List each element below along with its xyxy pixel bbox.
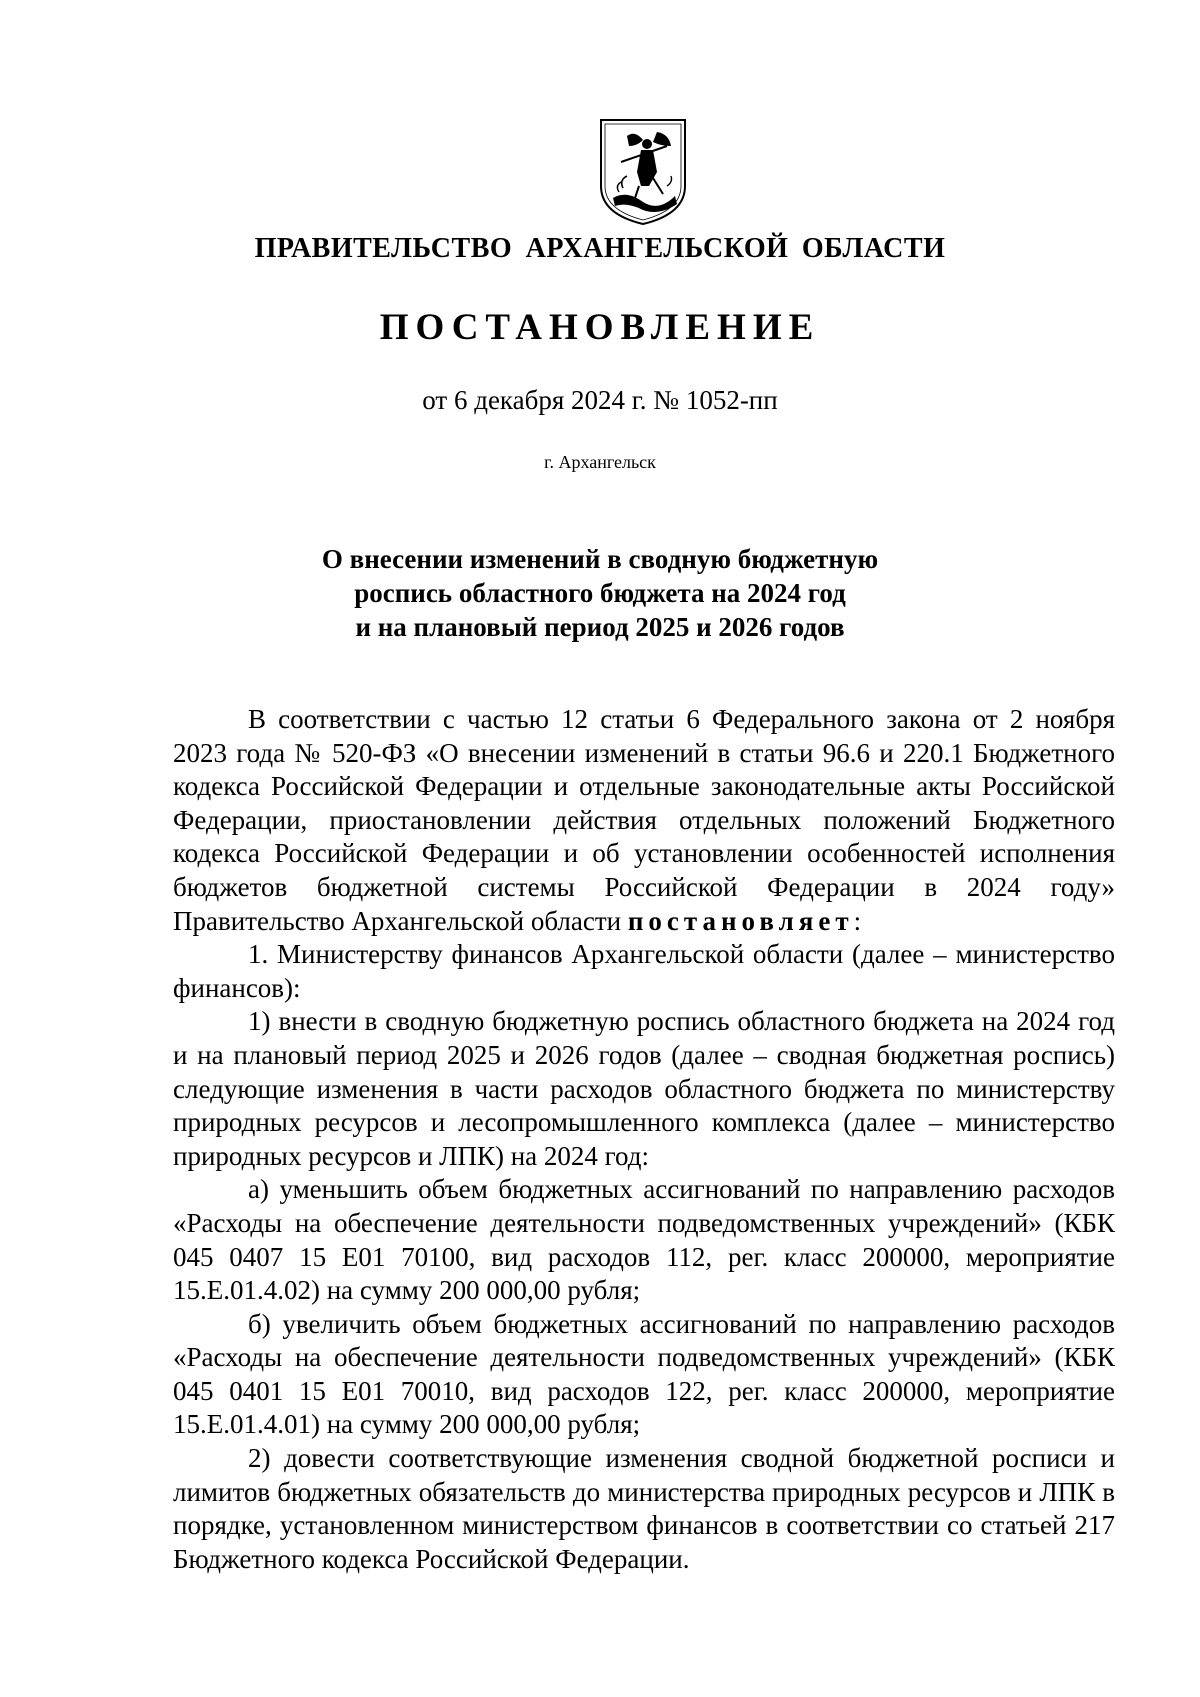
decree-word: постановляет bbox=[627, 905, 854, 936]
title-line: О внесении изменений в сводную бюджетную bbox=[321, 544, 879, 574]
title-line: роспись областного бюджета на 2024 год bbox=[354, 578, 846, 608]
document-date-number: от 6 декабря 2024 г. № 1052-пп bbox=[422, 385, 778, 415]
body-paragraph: а) уменьшить объем бюджетных ассигнований по направлению расходов «Расходы на обеспечение деятельности подведомственных учреждений» (КБК 045 0407 15 Е01 70100, вид расходов 112, рег. класс 200000, мероприятие 15.Е.01.4.02) на сумму 200 000,00 рубля; bbox=[173, 1174, 1115, 1306]
body-paragraph: 1. Министерству финансов Архангельской области (далее – министерство финансов): bbox=[173, 939, 1115, 1003]
body-paragraph: 2) довести соответствующие изменения сводной бюджетной росписи и лимитов бюджетных обязательств до министерства природных ресурсов и ЛПК в порядке, установленном министерством финансов в соответствии со статьей 217 Бюджетного кодекса Российской Федерации. bbox=[173, 1443, 1115, 1574]
coat-of-arms-icon bbox=[597, 116, 689, 228]
body-paragraph: б) увеличить объем бюджетных ассигнований по направлению расходов «Расходы на обеспечение деятельности подведомственных учреждений» (КБК 045 0401 15 Е01 70010, вид расходов 122, рег. класс 200000, мероприятие 15.Е.01.4.01) на сумму 200 000,00 рубля; bbox=[173, 1308, 1115, 1440]
document-city: г. Архангельск bbox=[544, 452, 656, 472]
document-body bbox=[173, 703, 1115, 1576]
document-title bbox=[250, 542, 950, 644]
decree-colon: : bbox=[853, 905, 862, 936]
title-line: и на плановый период 2025 и 2026 годов bbox=[355, 612, 845, 642]
government-name: ПРАВИТЕЛЬСТВО АРХАНГЕЛЬСКОЙ ОБЛАСТИ bbox=[254, 233, 946, 264]
body-paragraph: 1) внести в сводную бюджетную роспись областного бюджета на 2024 год и на плановый период 2025 и 2026 годов (далее – сводная бюджетная роспись) следующие изменения в части расходов областного бюджета по министерству природных ресурсов и лесопромышленного комплекса (далее – министерство природных ресурсов и ЛПК) на 2024 год: bbox=[173, 1006, 1115, 1171]
preamble-text: В соответствии с частью 12 статьи 6 Федерального закона от 2 ноября 2023 года № 520-ФЗ «О внесении изменений в статьи 96.6 и 220.1 Бюджетного кодекса Российской Федерации и отдельные законодательные акты Российской Федерации, приостановлении действия отдельных положений Бюджетного кодекса Российской Федерации и об установлении особенностей исполнения бюджетов бюджетной системы Российской Федерации в 2024 году» Правительство Архангельской области bbox=[173, 704, 1115, 936]
preamble-paragraph bbox=[173, 703, 1115, 938]
document-type: ПОСТАНОВЛЕНИЕ bbox=[379, 307, 821, 348]
